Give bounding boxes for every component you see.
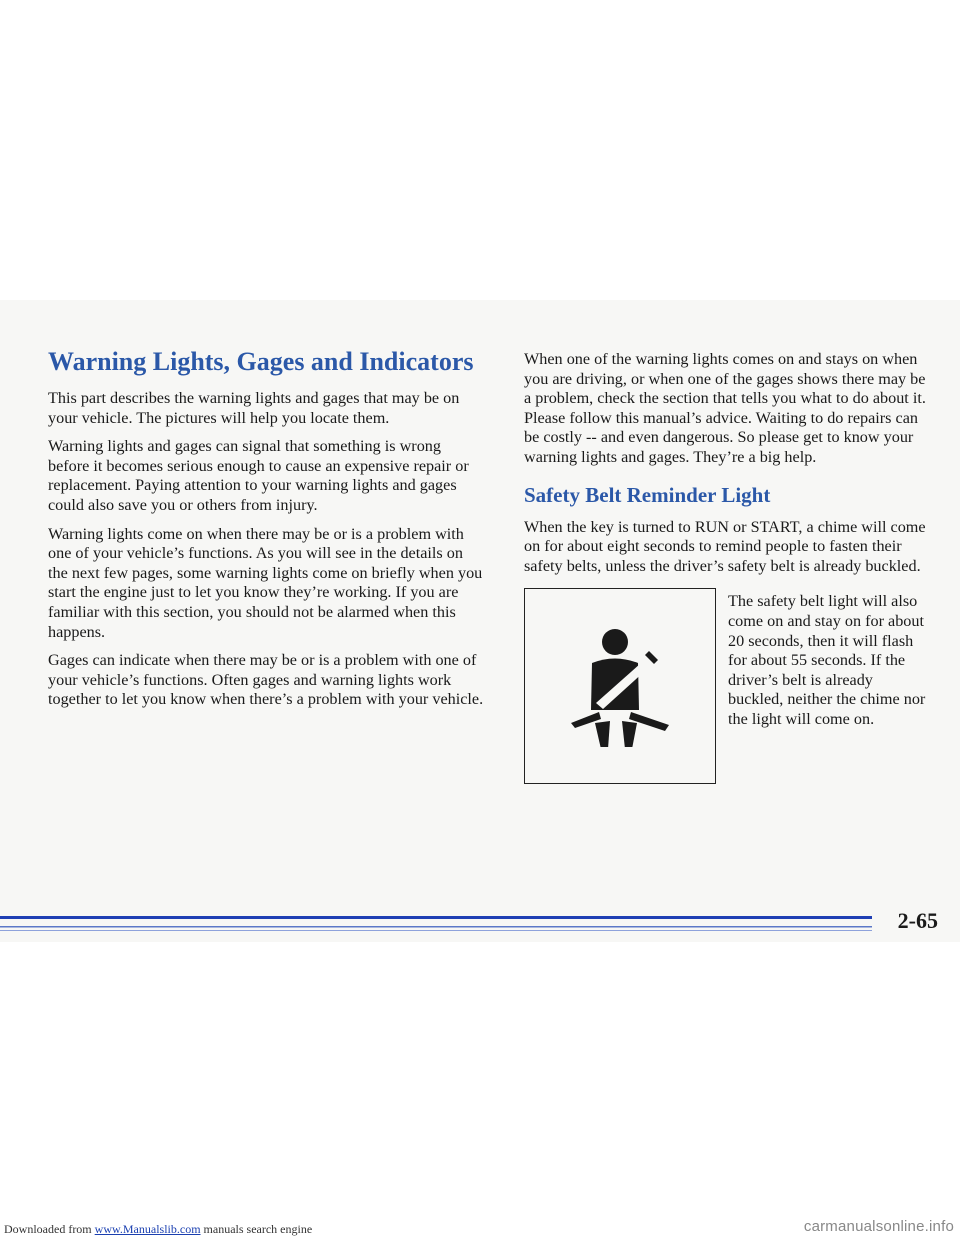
download-suffix: manuals search engine — [200, 1222, 313, 1236]
download-prefix: Downloaded from — [4, 1222, 95, 1236]
manualslib-link[interactable]: www.Manualslib.com — [94, 1222, 201, 1236]
figure-row — [524, 588, 936, 788]
figure-caption — [728, 592, 932, 738]
page-number: 2-65 — [897, 908, 938, 933]
safety-belt-icon — [565, 627, 677, 747]
intro-paragraph: When one of the warning lights comes on and stays on when you are driving, or when one of the gages shows there may be a problem, check the section that tells you what to do about it. Please follow this manual’s advice. Waiting to do repairs can be costly -- and even dangerous. So please get to know your warning lights and gages. They’re a big help. — [524, 350, 926, 466]
section-title: Warning Lights, Gages and Indicators — [48, 347, 474, 376]
right-column — [524, 350, 936, 788]
watermark: carmanualsonline.info — [803, 1218, 954, 1235]
figure-box — [524, 588, 716, 784]
figure-text: The safety belt light will also come on and stay on for about 20 seconds, then it will flash for about 55 seconds. If the driver’s belt is already buckled, neither the chime nor the light will come on. — [728, 592, 926, 728]
footer-rule — [0, 906, 960, 936]
paragraph: Warning lights and gages can signal that something is wrong before it becomes serious enough to cause an expensive repair or replacement. Paying attention to your warning lights and gages could also save you or others from injury. — [48, 437, 469, 514]
paragraph: Warning lights come on when there may be or is a problem with one of your vehicle’s functions. As you will see in the details on the next few pages, some warning lights come on briefly when you start the engine just to let you know they’re working. If you are familiar with this section, you should not be alarmed when this happens. — [48, 524, 483, 641]
download-note — [4, 1222, 312, 1237]
paragraph: When the key is turned to RUN or START, a chime will come on for about eight seconds to remind people to fasten their safety belts, unless the driver’s safety belt is already buckled. — [524, 517, 926, 575]
paragraph: Gages can indicate when there may be or is a problem with one of your vehicle’s functions. Often gages and warning lights work together to let you know when there’s a problem with your vehicle. — [48, 651, 484, 709]
left-column — [48, 346, 484, 719]
subsection-title: Safety Belt Reminder Light — [524, 482, 771, 507]
paragraph: This part describes the warning lights and gages that may be on your vehicle. The pictures will help you locate them. — [48, 389, 460, 427]
